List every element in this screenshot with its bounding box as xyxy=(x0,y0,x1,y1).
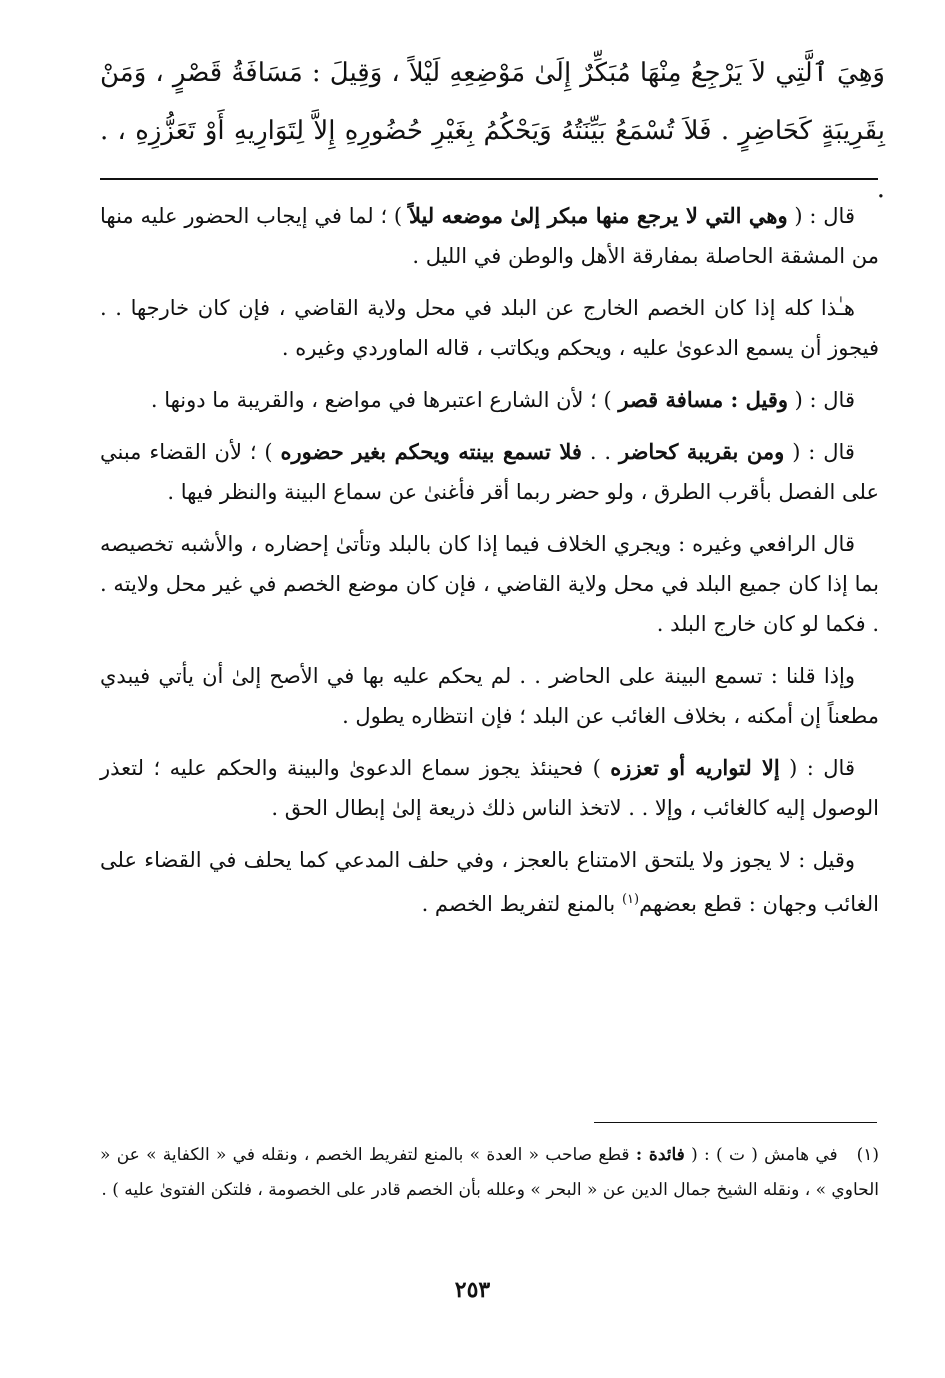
commentary-paragraph-7: قال : ( إلا لتواريه أو تعززه ) فحينئذ يجوز سماع الدعوىٰ والبينة والحكم عليه ؛ لتعذر الوصول إليه كالغائب ، وإلا . . لاتخذ الناس ذلك ذريعة إلىٰ إبطال الحق . xyxy=(100,755,879,820)
page-number: ٢٥٣ xyxy=(454,1277,491,1303)
main-text-content: وَهِيَ ٱلَّتِي لاَ يَرْجِعُ مِنْهَا مُبَكِّرٌ إِلَىٰ مَوْضِعِهِ لَيْلاً ، وَقِيلَ : مَسَافَةُ قَصْرٍ ، وَمَنْ بِقَرِيبَةٍ كَحَاضِرٍ . فَلاَ تُسْمَعُ بَيِّنَتُهُ وَيَحْكُمُ بِغَيْرِ حُضُورِهِ إِلاَّ لِتَوَارِيهِ أَوْ تَعَزُّزِهِ ، . . xyxy=(100,58,885,204)
footnote-1: (١) في هامش ( ت ) : ( فائدة : قطع صاحب « العدة » بالمنع لتفريط الخصم ، ونقله في « الكفاية » عن « الحاوي » ، ونقله الشيخ جمال الدين عن « البحر » وعلله بأن الخصم قادر على الخصومة ، فلتكن الفتوىٰ عليه ) . xyxy=(100,1145,879,1200)
main-text-divider xyxy=(100,178,878,180)
quoted-text: وهي التي لا يرجع منها مبكر إلىٰ موضعه ليلاً xyxy=(408,203,788,228)
footnote-label: فائدة : xyxy=(635,1145,685,1165)
commentary xyxy=(100,196,879,936)
footnote xyxy=(100,1138,879,1208)
main-text xyxy=(100,44,885,218)
quoted-text: وقيل : مسافة قصر xyxy=(618,387,788,412)
commentary-paragraph-1: قال : ( وهي التي لا يرجع منها مبكر إلىٰ موضعه ليلاً ) ؛ لما في إيجاب الحضور عليه منها من المشقة الحاصلة بمفارقة الأهل والوطن في الليل . xyxy=(100,203,879,268)
quoted-text: فلا تسمع بينته ويحكم بغير حضوره xyxy=(280,439,582,464)
footnote-number: (١) xyxy=(856,1145,879,1165)
commentary-paragraph-5: قال الرافعي وغيره : ويجري الخلاف فيما إذا كان بالبلد وتأتىٰ إحضاره ، والأشبه تخصيصه بما إذا كان جميع البلد في محل ولاية القاضي ، فإن كان موضع الخصم في غير محل ولايته . . فكما لو كان خارج البلد . xyxy=(100,532,879,636)
quoted-text: إلا لتواريه أو تعززه xyxy=(610,755,780,780)
footnote-reference[interactable]: (١) xyxy=(621,892,640,907)
commentary-paragraph-6: وإذا قلنا : تسمع البينة على الحاضر . . لم يحكم عليه بها في الأصح إلىٰ أن يأتي فيبدي مطعناً إن أمكنه ، بخلاف الغائب عن البلد ؛ فإن انتظاره يطول . xyxy=(100,664,879,728)
commentary-paragraph-8: وقيل : لا يجوز ولا يلتحق الامتناع بالعجز ، وفي حلف المدعي كما يحلف في القضاء على الغائب وجهان : قطع بعضهم$^{(١)}$ بالمنع لتفريط الخصم . xyxy=(100,848,879,916)
quoted-text: ومن بقريبة كحاضر xyxy=(619,439,785,464)
commentary-paragraph-2: هـٰذا كله إذا كان الخصم الخارج عن البلد في محل ولاية القاضي ، فإن كان خارجها . . فيجوز أن يسمع الدعوىٰ عليه ، ويحكم ويكاتب ، قاله الماوردي وغيره . xyxy=(100,296,879,360)
commentary-paragraph-4: قال : ( ومن بقريبة كحاضر . . فلا تسمع بينته ويحكم بغير حضوره ) ؛ لأن القضاء مبني على الفصل بأقرب الطرق ، ولو حضر ربما أقر فأغنىٰ عن سماع البينة والنظر فيها . xyxy=(100,439,879,504)
footnote-divider xyxy=(594,1122,877,1123)
commentary-paragraph-3: قال : ( وقيل : مسافة قصر ) ؛ لأن الشارع اعتبرها في مواضع ، والقريبة ما دونها . xyxy=(150,387,855,412)
